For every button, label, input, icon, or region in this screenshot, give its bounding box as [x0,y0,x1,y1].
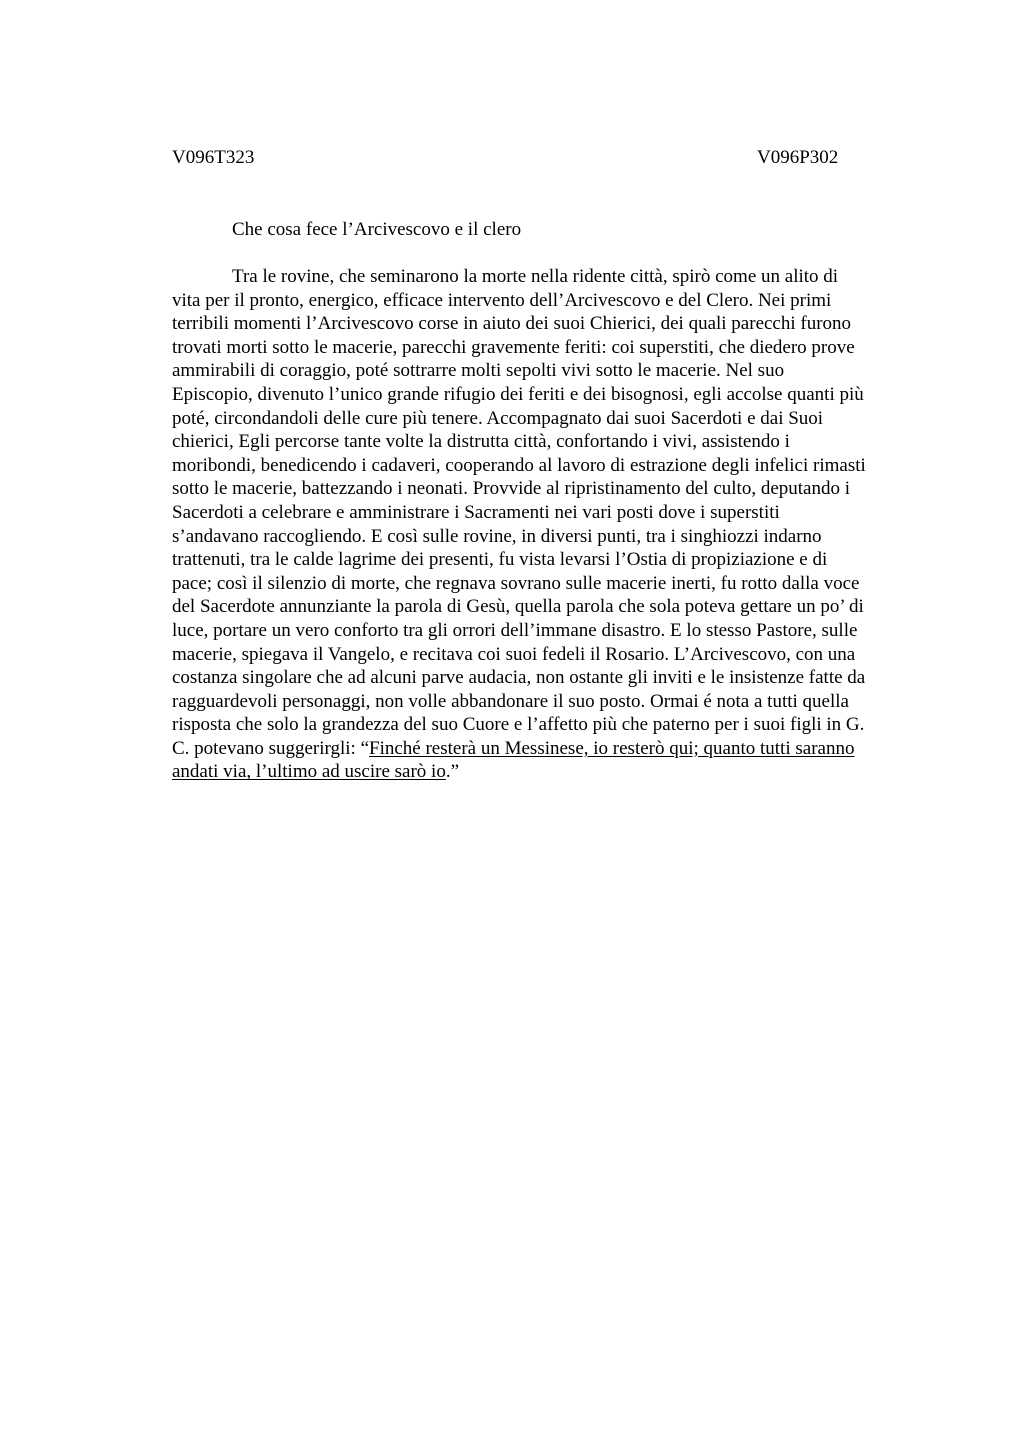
paragraph-line: Sacerdoti a celebrare e amministrare i Sacramenti nei vari posti dove i superstiti [172,501,780,523]
underlined-quote-end: andati via, l’ultimo ad uscire sarò io [172,761,446,783]
section-title: Che cosa fece l’Arcivescovo e il clero [232,219,522,240]
paragraph-line: del Sacerdote annunziante la parola di Gesù, quella parola che sola poteva gettare un po’ di [172,596,864,618]
paragraph-line: Tra le rovine, che seminarono la morte nella ridente città, spirò come un alito di [232,266,839,287]
paragraph-line: moribondi, benedicendo i cadaveri, cooperando al lavoro di estrazione degli infelici rimasti [172,454,866,476]
paragraph-line: pace; così il silenzio di morte, che regnava sovrano sulle macerie inerti, fu rotto dalla voce [172,572,860,594]
paragraph-line: trovati morti sotto le macerie, parecchi gravemente feriti: coi superstiti, che diedero prove [172,336,855,358]
document-code-right: V096P302 [757,147,839,168]
paragraph-line: ammirabili di coraggio, poté sottrarre molti sepolti vivi sotto le macerie. Nel suo [172,360,785,382]
quote-close: .” [445,761,460,783]
paragraph-line: poté, circondandoli delle cure più tenere. Accompagnato dai suoi Sacerdoti e dai Suoi [172,407,824,429]
paragraph-line: luce, portare un vero conforto tra gli orrori dell’immane disastro. E lo stesso Pastore, sulle [172,619,858,641]
paragraph-line-quote-end [172,760,932,784]
paragraph-line: vita per il pronto, energico, efficace intervento dell’Arcivescovo e del Clero. Nei primi [172,289,832,311]
paragraph-line: macerie, spiegava il Vangelo, e recitava coi suoi fedeli il Rosario. L’Arcivescovo, con una [172,643,856,665]
paragraph-line: chierici, Egli percorse tante volte la distrutta città, confortando i vivi, assistendo i [172,431,790,453]
paragraph-line: sotto le macerie, battezzando i neonati. Provvide al ripristinamento del culto, deputando i [172,478,850,500]
document-code-left: V096T323 [172,147,255,168]
paragraph-line: trattenuti, tra le calde lagrime dei presenti, fu vista levarsi l’Ostia di propiziazione e di [172,549,828,571]
paragraph-line: costanza singolare che ad alcuni parve audacia, non ostante gli inviti e le insistenze fatte da [172,667,866,689]
quote-intro: C. potevano suggerirgli: “ [172,737,370,759]
underlined-quote: Finché resterà un Messinese, io resterò qui; quanto tutti saranno [369,737,855,759]
paragraph-line: ragguardevoli personaggi, non volle abbandonare il suo posto. Ormai é nota a tutti quella [172,690,849,712]
paragraph-line: s’andavano raccogliendo. E così sulle rovine, in diversi punti, tra i singhiozzi indarno [172,525,822,547]
paragraph-line: terribili momenti l’Arcivescovo corse in aiuto dei suoi Chierici, dei quali parecchi furono [172,313,852,335]
paragraph-line: Episcopio, divenuto l’unico grande rifugio dei feriti e dei bisognosi, egli accolse quanti più [172,383,864,405]
paragraph-line-quote-start [172,737,932,761]
body-paragraph [172,265,932,784]
paragraph-line: risposta che solo la grandezza del suo Cuore e l’affetto più che paterno per i suoi figli in G. [172,714,865,736]
